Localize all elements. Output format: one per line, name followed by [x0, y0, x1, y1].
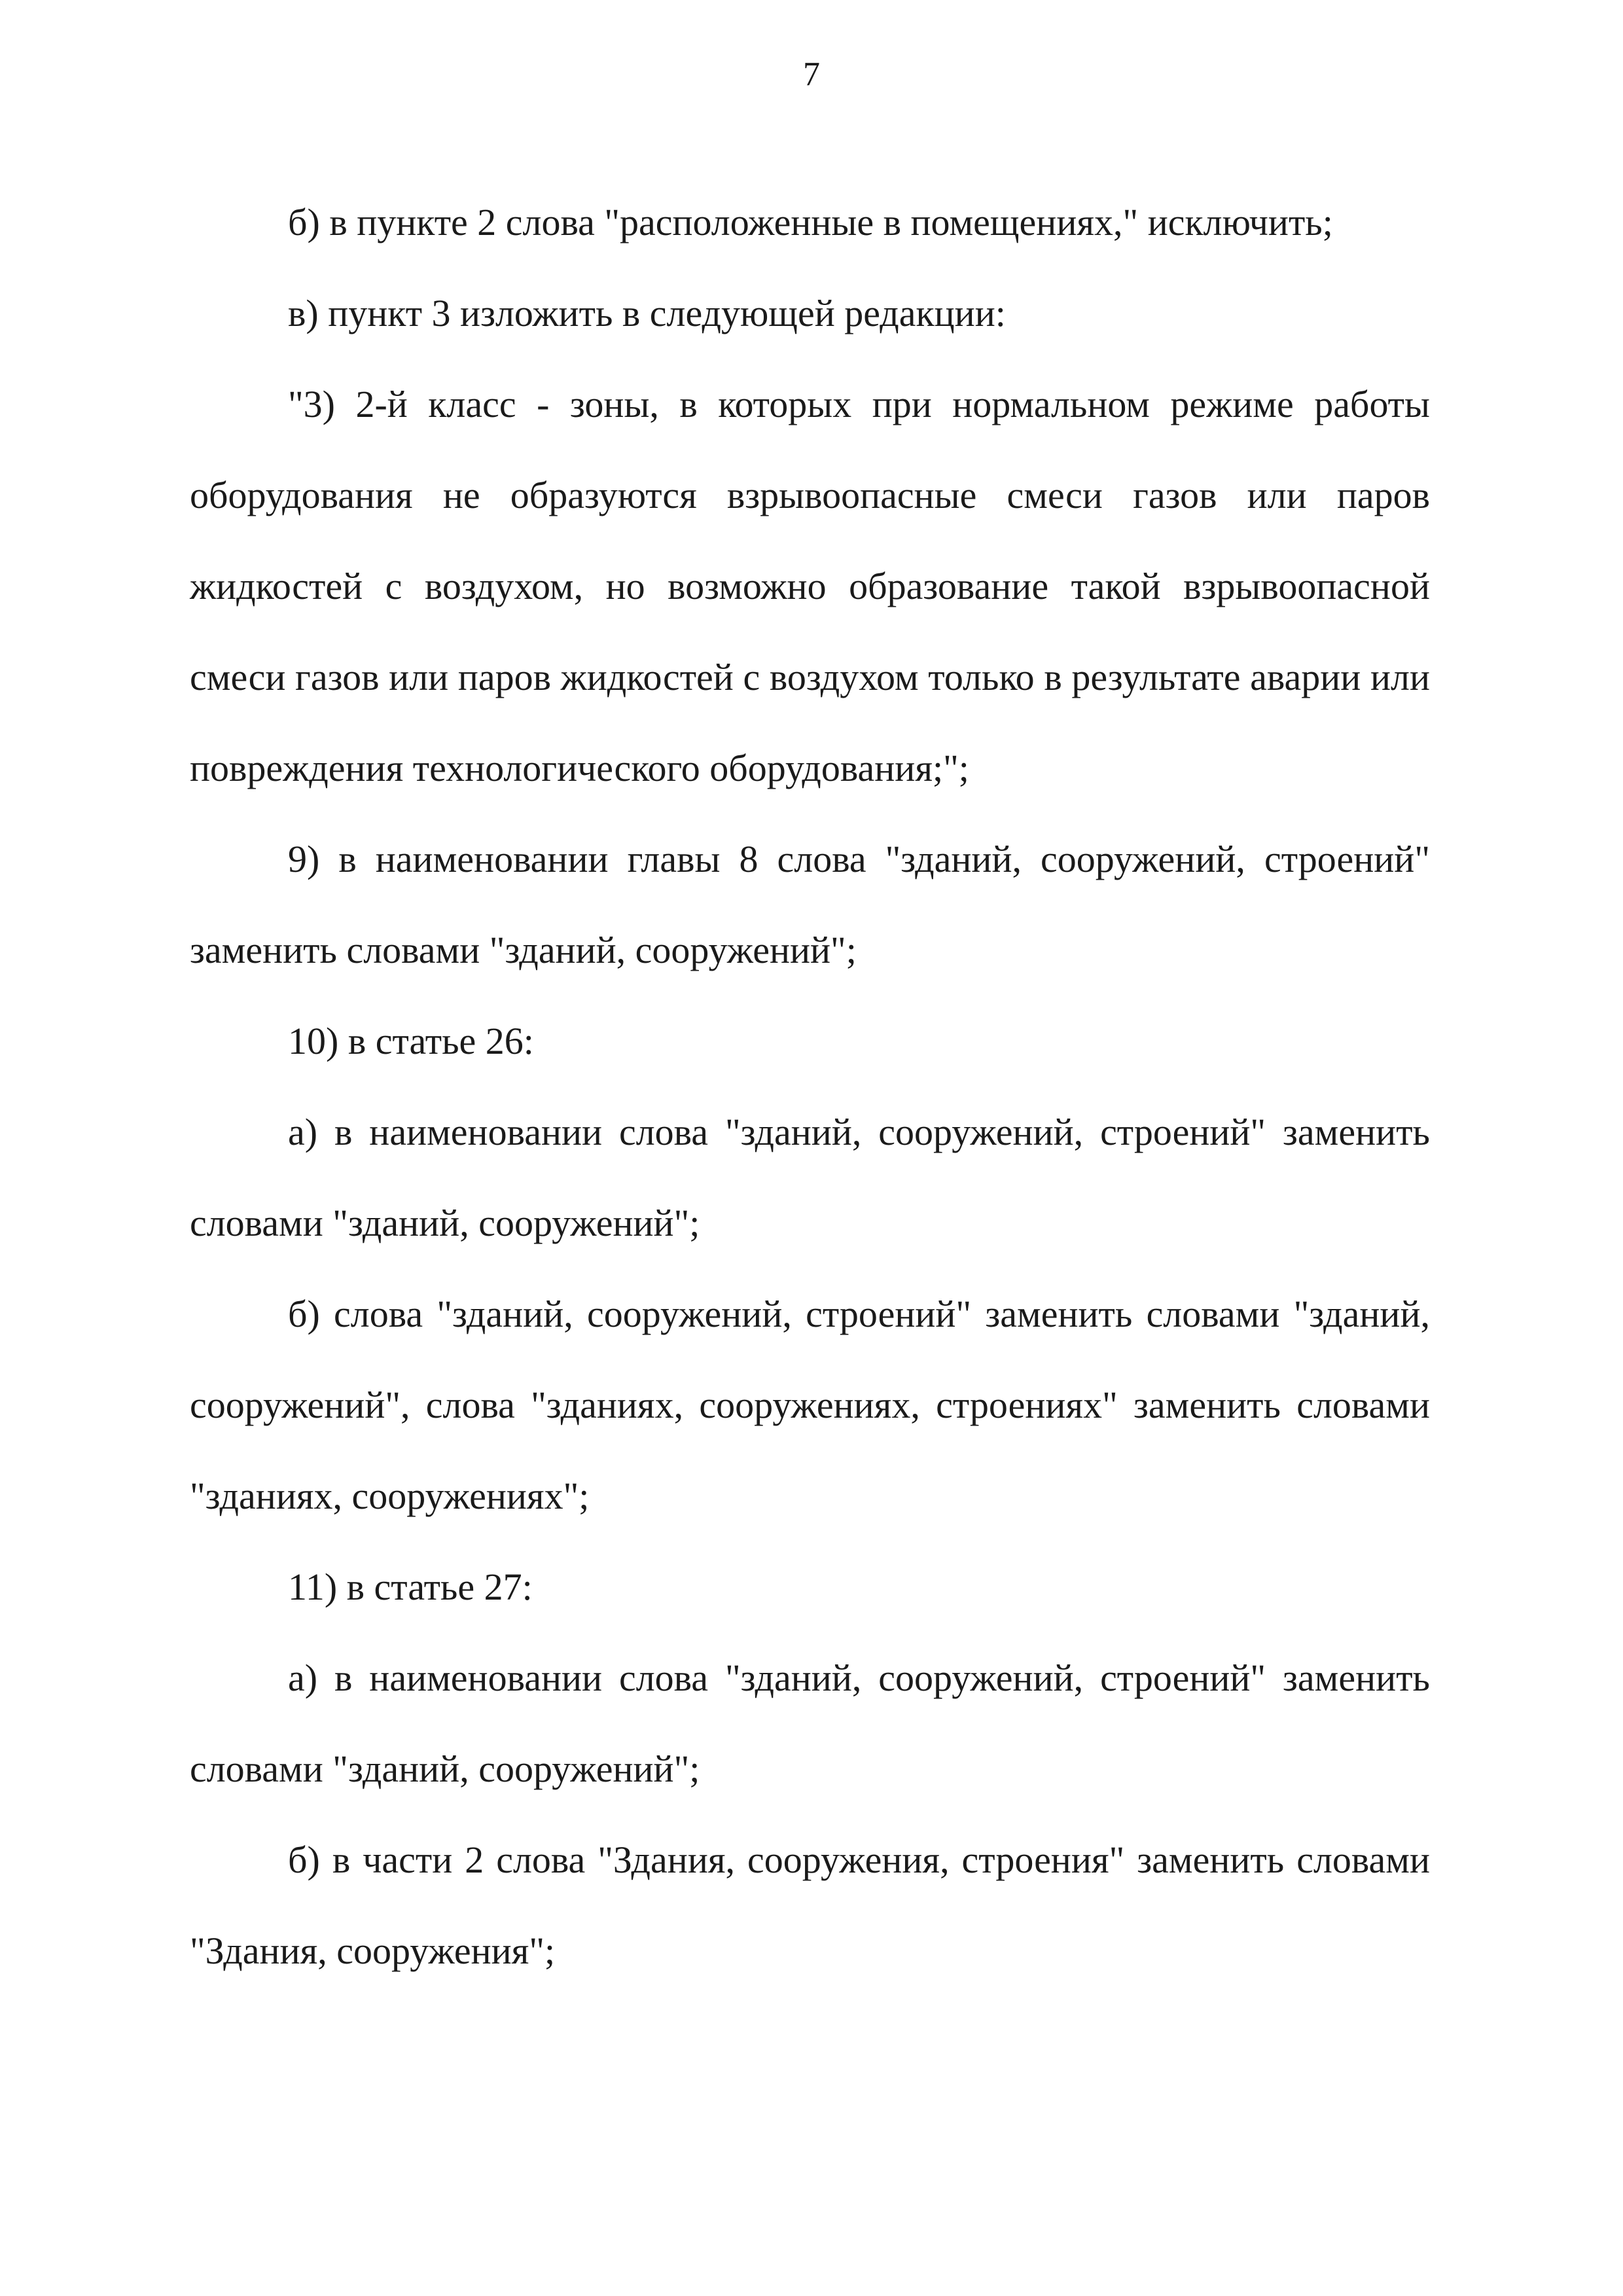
- paragraph-v-point-3: в) пункт 3 изложить в следующей редакции:: [288, 292, 1006, 334]
- document-body: [190, 177, 1430, 1996]
- page-number: 7: [803, 56, 820, 93]
- paragraph-item-10: 10) в статье 26:: [288, 1020, 534, 1062]
- paragraph-item-9: 9) в наименовании главы 8 слова "зданий, сооружений, строений" заменить словами "зданий, сооружений";: [190, 838, 1430, 971]
- paragraph-item-11: 11) в статье 27:: [288, 1566, 533, 1608]
- paragraph-b-point-2: б) в пункте 2 слова "расположенные в помещениях," исключить;: [288, 201, 1333, 243]
- paragraph-10-b: б) слова "зданий, сооружений, строений" заменить словами "зданий, сооружений", слова "зданиях, сооружениях, строениях" заменить словами "зданиях, сооружениях";: [190, 1293, 1430, 1517]
- paragraph-10-a: а) в наименовании слова "зданий, сооружений, строений" заменить словами "зданий, сооружений";: [190, 1111, 1430, 1244]
- paragraph-11-a: а) в наименовании слова "зданий, сооружений, строений" заменить словами "зданий, сооружений";: [190, 1657, 1430, 1790]
- paragraph-11-b: б) в части 2 слова "Здания, сооружения, строения" заменить словами "Здания, сооружения";: [190, 1839, 1430, 1972]
- paragraph-class-2-zones: "3) 2-й класс - зоны, в которых при нормальном режиме работы оборудования не образуются взрывоопасные смеси газов или паров жидкостей с воздухом, но возможно образование такой взрывоопасной смеси газов или паров жидкостей с воздухом только в результате аварии или повреждения технологического оборудования;";: [190, 383, 1430, 789]
